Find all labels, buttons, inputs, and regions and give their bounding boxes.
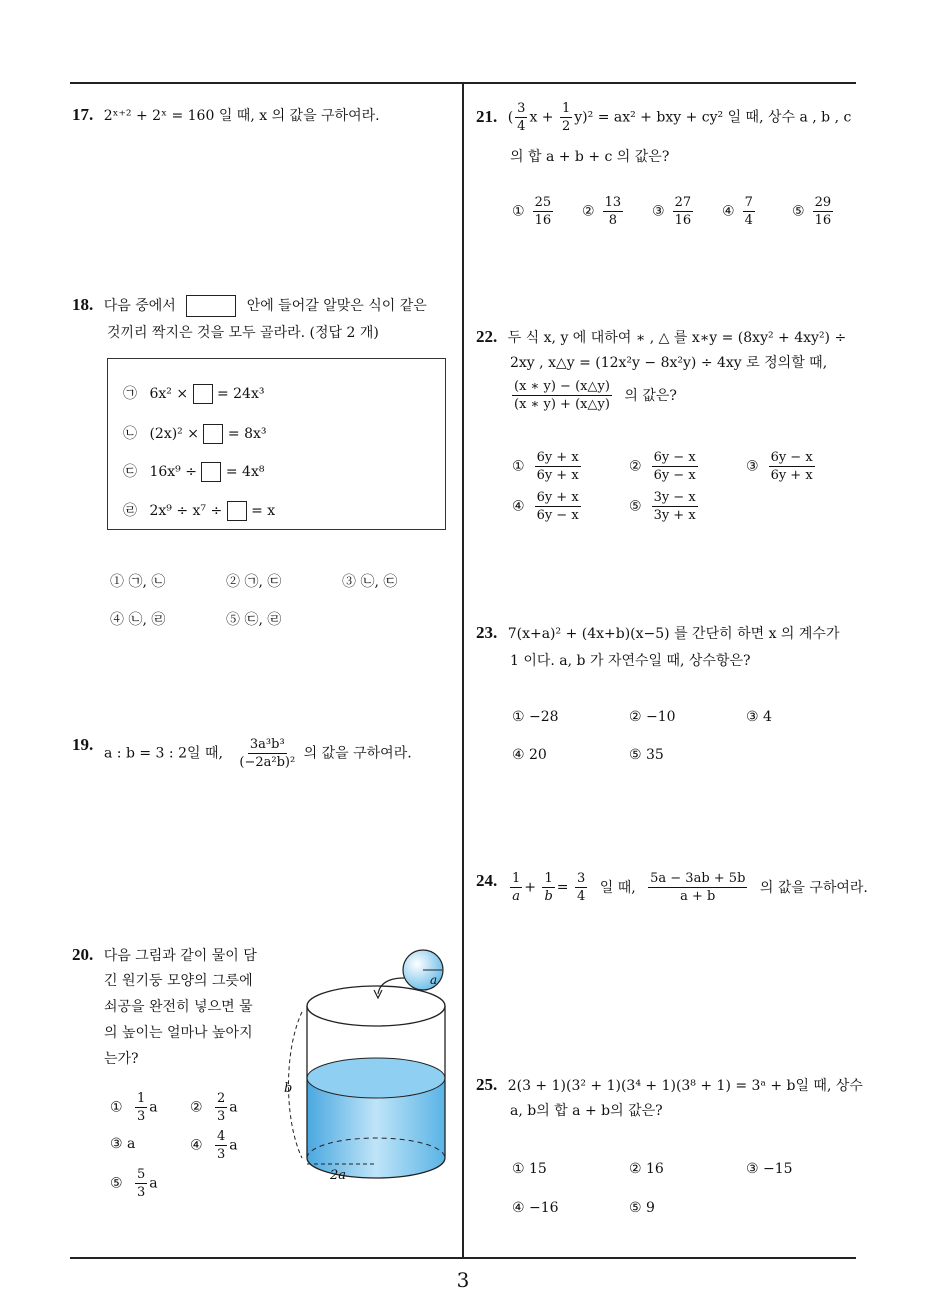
fraction	[533, 194, 554, 229]
question-text-end: 의 값은?	[624, 387, 677, 404]
blank-box	[203, 424, 223, 444]
question-text: y)² = ax² + bxy + cy² 일 때, 상수 a , b , c	[574, 109, 852, 126]
question-text: 두 식 x, y 에 대하여 ∗ , △ 를 x∗y = (8xy² + 4xy²) ÷	[507, 330, 847, 346]
choice-5[interactable]	[792, 194, 835, 229]
variable: a	[149, 1099, 158, 1116]
question-24	[476, 866, 503, 897]
item-mark: ㉡	[123, 426, 137, 442]
water-surface	[307, 1058, 445, 1098]
variable: a	[229, 1099, 238, 1116]
fraction-numerator: 13	[604, 195, 622, 210]
question-text-end: 의 값을 구하여라.	[303, 745, 412, 762]
radius-label: 2a	[330, 1168, 347, 1183]
fraction-denominator: 3	[217, 1147, 226, 1162]
question-21-line2: 의 합 a + b + c 의 값은?	[510, 149, 670, 165]
question-number: 24.	[476, 871, 498, 890]
fraction-denominator: 3	[217, 1109, 226, 1124]
question-text-a: 다음 중에서	[103, 298, 176, 314]
item-result: = 4x⁸	[225, 464, 265, 480]
fraction-denominator: 6y + x	[770, 468, 813, 483]
fraction-numerator: 3	[576, 871, 586, 886]
fraction-numerator: 3a³b³	[249, 737, 285, 752]
fraction	[603, 194, 624, 229]
choice-3[interactable]: ③ ㉡, ㉢	[342, 574, 398, 590]
item-mark: ㉢	[123, 464, 137, 480]
fraction-numerator: 1	[512, 871, 521, 886]
height-label: b	[284, 1081, 293, 1096]
blank-box	[227, 501, 247, 521]
choice-4[interactable]	[190, 1128, 238, 1163]
choice-mark: ①	[512, 458, 525, 475]
fraction	[515, 100, 527, 135]
fraction	[575, 870, 587, 905]
choice-2[interactable]	[629, 449, 700, 484]
fraction-numerator: 5a − 3ab + 5b	[650, 871, 746, 886]
fraction-denominator: (−2a²b)²	[239, 755, 296, 770]
variable: a	[149, 1175, 158, 1192]
fraction	[135, 1166, 147, 1201]
choice-2[interactable]	[190, 1090, 238, 1125]
choice-3[interactable]: ③ 4	[746, 709, 772, 725]
fraction-denominator: 4	[744, 213, 753, 228]
choice-mark: ⑤	[792, 203, 805, 220]
blank-box	[186, 295, 236, 317]
page-number: 3	[456, 1268, 470, 1292]
fraction	[237, 736, 297, 771]
fraction-denominator: a	[512, 889, 521, 904]
question-20-line: 의 높이는 얼마나 높아지	[104, 1025, 253, 1041]
fraction	[135, 1090, 147, 1125]
question-18	[72, 290, 427, 321]
fraction	[512, 378, 612, 413]
item-expr: (2x)² ×	[149, 426, 199, 442]
question-text: 2(3 + 1)(3² + 1)(3⁴ + 1)(3⁸ + 1) = 3ᵃ + b일 때, 상수	[507, 1078, 863, 1094]
cylinder-top	[307, 986, 445, 1026]
fraction	[743, 194, 755, 229]
question-17	[72, 100, 380, 131]
choice-1[interactable]	[110, 1090, 158, 1125]
choice-mark: ④	[512, 498, 525, 515]
item-expr: 2x⁹ ÷ x⁷ ÷	[149, 503, 223, 519]
choice-mark: ②	[190, 1099, 203, 1116]
question-20-line: 는가?	[104, 1051, 139, 1067]
variable: a	[229, 1137, 238, 1154]
question-25-line2: a, b의 합 a + b의 값은?	[510, 1103, 663, 1119]
fraction-denominator: 16	[814, 213, 832, 228]
ball-radius-label: a	[430, 973, 438, 987]
fraction-denominator: 4	[517, 119, 526, 134]
choice-1[interactable]	[512, 449, 583, 484]
fraction	[542, 870, 554, 905]
question-text: 다음 그림과 같이 물이 담	[103, 948, 257, 964]
fraction	[535, 449, 581, 484]
item-result: = 24x³	[216, 386, 265, 402]
fraction-numerator: 6y + x	[536, 490, 579, 505]
fraction-numerator: 5	[137, 1167, 146, 1182]
fraction-numerator: 2	[217, 1091, 226, 1106]
question-number: 19.	[72, 735, 94, 754]
fraction-numerator: 4	[217, 1129, 226, 1144]
fraction-denominator: 2	[561, 119, 571, 134]
choice-mark: ③	[652, 203, 665, 220]
choice-1[interactable]: ① ㉠, ㉡	[110, 574, 166, 590]
fraction	[560, 100, 572, 135]
fraction-denominator: 16	[674, 213, 692, 228]
question-text: a : b = 3 : 2일 때,	[104, 745, 223, 762]
expression-item-3	[123, 461, 264, 482]
expression-item-1	[123, 383, 264, 404]
choice-3[interactable]	[652, 194, 695, 229]
choice-mark: ②	[629, 458, 642, 475]
fraction-numerator: 7	[744, 195, 753, 210]
fraction-numerator: 3y − x	[653, 490, 696, 505]
question-23-line2: 1 이다. a, b 가 자연수일 때, 상수항은?	[510, 653, 751, 669]
question-number: 22.	[476, 327, 498, 346]
choice-5[interactable]: ⑤ ㉢, ㉣	[226, 612, 282, 628]
fraction-numerator: 1	[544, 871, 553, 886]
fraction-numerator: 27	[674, 195, 692, 210]
choice-mark: ⑤	[629, 498, 642, 515]
question-22-line2: 2xy , x△y = (12x²y − 8x²y) ÷ 4xy 로 정의할 때,	[510, 355, 828, 371]
fraction-denominator: 6y − x	[536, 508, 579, 523]
question-number: 23.	[476, 623, 498, 642]
expression-item-4	[123, 500, 275, 521]
question-text: 일 때,	[599, 879, 636, 896]
expr-mid: x +	[529, 109, 554, 126]
question-20-line: 쇠공을 완전히 넣으면 물	[104, 999, 253, 1015]
fraction-denominator: 4	[576, 889, 586, 904]
fraction	[215, 1090, 227, 1125]
choice-2[interactable]: ② 16	[629, 1161, 664, 1177]
fraction-numerator: (x ∗ y) − (x△y)	[514, 379, 610, 394]
choice-mark: ④	[190, 1137, 203, 1154]
choice-2[interactable]: ② −10	[629, 709, 676, 725]
item-result: = x	[251, 503, 276, 519]
fraction-numerator: 3	[517, 101, 526, 116]
choice-4[interactable]: ④ −16	[512, 1200, 559, 1216]
question-18-line2: 것끼리 짝지은 것을 모두 골라라. (정답 2 개)	[107, 325, 379, 341]
question-text-b: 안에 들어갈 알맞은 식이 같은	[246, 298, 427, 314]
fraction-denominator: 6y − x	[653, 468, 696, 483]
choice-1[interactable]: ① −28	[512, 709, 559, 725]
item-mark: ㉣	[123, 503, 137, 519]
choice-3[interactable]: ③ −15	[746, 1161, 793, 1177]
question-text: 7(x+a)² + (4x+b)(x−5) 를 간단히 하면 x 의 계수가	[507, 626, 840, 642]
fraction-numerator: 1	[561, 101, 571, 116]
choice-2[interactable]	[582, 194, 625, 229]
choice-5[interactable]: ⑤ 9	[629, 1200, 655, 1216]
choice-mark: ③	[746, 458, 759, 475]
fraction	[652, 449, 698, 484]
question-number: 17.	[72, 105, 94, 124]
question-text: 2ˣ⁺² + 2ˣ = 160 일 때, x 의 값을 구하여라.	[103, 108, 380, 124]
question-text-end: 의 값을 구하여라.	[759, 879, 868, 896]
question-22-expression	[510, 378, 677, 413]
choice-mark: ⑤	[110, 1175, 123, 1192]
fraction	[648, 870, 747, 905]
choice-3[interactable]: ③ a	[110, 1136, 136, 1152]
question-21	[476, 100, 851, 135]
fraction	[673, 194, 694, 229]
question-24-expression: $\frac{1}{a}$ + $\frac{1}{b}$ = $\frac{3}{4}$ 일 때, $\frac{5a - 3ab + 5b}{a + b}$ 의 값을 구하여라.	[512, 871, 868, 904]
fraction-denominator: 3	[137, 1185, 146, 1200]
fraction	[652, 489, 698, 524]
question-number: 18.	[72, 295, 94, 314]
fraction	[215, 1128, 227, 1163]
blank-box	[193, 384, 213, 404]
choice-4[interactable]	[512, 489, 583, 524]
question-number: 20.	[72, 945, 94, 964]
paren: (	[507, 109, 514, 126]
fraction-denominator: 8	[608, 213, 617, 228]
choice-5[interactable]	[110, 1166, 158, 1201]
fraction-numerator: 25	[534, 195, 552, 210]
fraction-denominator: (x ∗ y) + (x△y)	[514, 397, 610, 412]
fraction-numerator: 29	[814, 195, 832, 210]
question-19	[72, 730, 99, 761]
blank-box	[201, 462, 221, 482]
choice-5[interactable]: ⑤ 35	[629, 747, 664, 763]
choice-mark: ②	[582, 203, 595, 220]
fraction-denominator: 16	[534, 213, 552, 228]
cylinder-figure	[280, 940, 460, 1200]
fraction-denominator: a + b	[680, 889, 716, 904]
item-result: = 8x³	[227, 426, 267, 442]
fraction-denominator: b	[544, 889, 553, 904]
question-number: 21.	[476, 106, 498, 126]
fraction-numerator: 1	[137, 1091, 146, 1106]
choice-mark: ④	[722, 203, 735, 220]
choice-mark: ①	[110, 1099, 123, 1116]
fraction	[769, 449, 815, 484]
choice-5[interactable]	[629, 489, 700, 524]
fraction	[813, 194, 834, 229]
choice-1[interactable]: ① 15	[512, 1161, 547, 1177]
question-number: 25.	[476, 1075, 498, 1094]
fraction-denominator: 3	[137, 1109, 146, 1124]
fraction-denominator: 6y + x	[536, 468, 579, 483]
column-divider	[462, 82, 464, 1258]
bottom-rule	[70, 1257, 856, 1259]
choice-4[interactable]	[722, 194, 757, 229]
question-19-text	[104, 736, 412, 771]
fraction-numerator: 6y − x	[770, 450, 813, 465]
fraction	[535, 489, 581, 524]
fraction	[510, 870, 522, 905]
choice-4[interactable]: ④ 20	[512, 747, 547, 763]
choice-mark: ①	[512, 203, 525, 220]
choice-4[interactable]: ④ ㉡, ㉣	[110, 612, 166, 628]
choice-1[interactable]	[512, 194, 555, 229]
question-23	[476, 618, 839, 649]
item-expr: 6x² ×	[149, 386, 189, 402]
item-expr: 16x⁹ ÷	[149, 464, 197, 480]
expression-item-2	[123, 423, 267, 444]
fraction-numerator: 6y + x	[536, 450, 579, 465]
fraction-denominator: 3y + x	[653, 508, 696, 523]
item-mark: ㉠	[123, 386, 137, 402]
choice-3[interactable]	[746, 449, 817, 484]
question-20-line: 긴 원기둥 모양의 그릇에	[104, 973, 253, 989]
choice-2[interactable]: ② ㉠, ㉢	[226, 574, 282, 590]
fraction-numerator: 6y − x	[653, 450, 696, 465]
